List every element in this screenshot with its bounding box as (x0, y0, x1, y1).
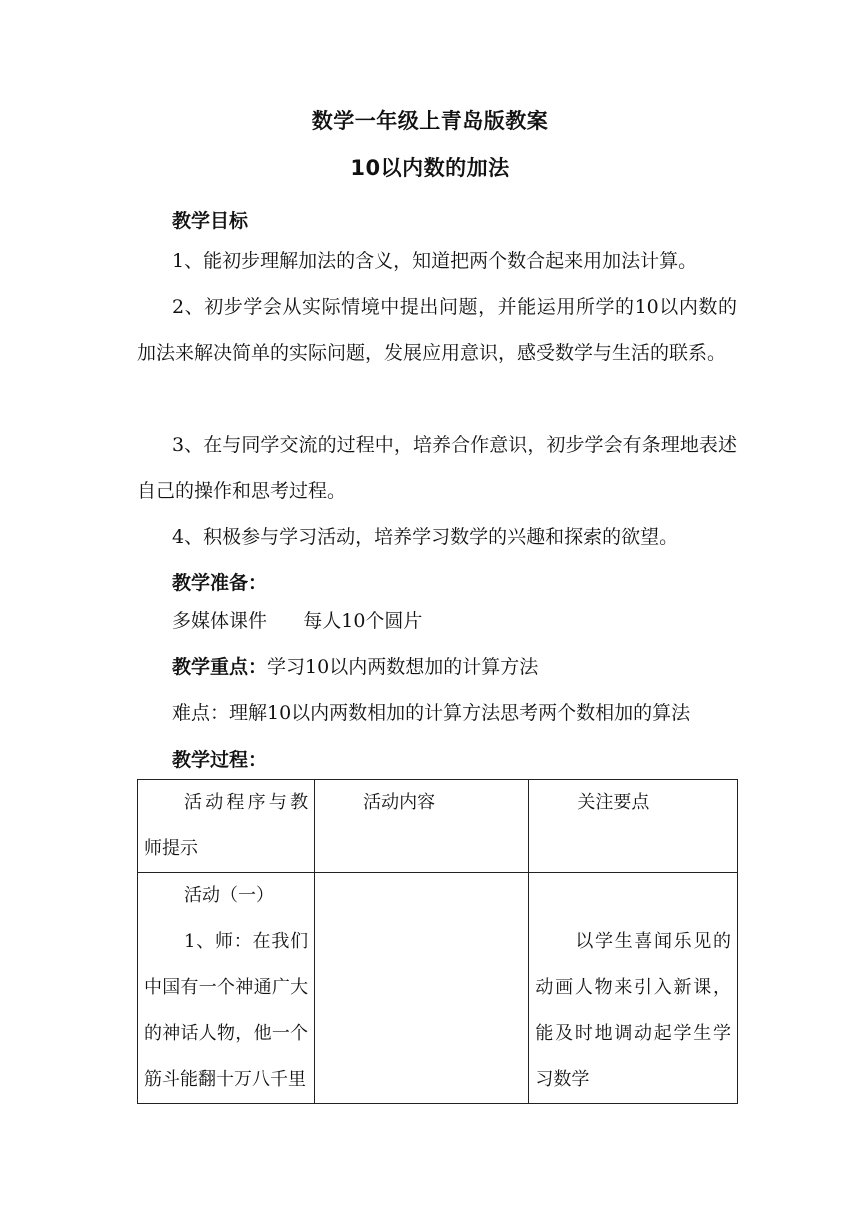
goal-item-4: 4、积极参与学习活动，培养学习数学的兴趣和探索的欲望。 (172, 526, 679, 548)
activity-text: 1、师：在我们中国有一个神通广大的神话人物，他一个筋斗能翻十万八千里 (144, 931, 309, 1090)
difficulty-point: 难点：理解10以内两数相加的计算方法思考两个数相加的算法 (172, 702, 691, 724)
row-cell-focus (529, 873, 738, 1104)
focus-text: 以学生喜闻乐见的动画人物来引入新课，能及时地调动起学生学习数学 (535, 931, 731, 1090)
goal-item-3: 3、在与同学交流的过程中，培养合作意识，初步学会有条理地表述自己的操作和思考过程。 (137, 434, 737, 502)
table-row (138, 873, 738, 1104)
document-subtitle: 10以内数的加法 (350, 156, 510, 180)
table-header-row (138, 780, 738, 873)
header-cell-content: 活动内容 (315, 780, 529, 873)
activity-title: 活动（一） (184, 885, 274, 906)
focus-spacer (535, 873, 731, 919)
goals-heading: 教学目标 (172, 210, 249, 232)
process-table (137, 779, 738, 1104)
document-title: 数学一年级上青岛版教案 (311, 109, 549, 133)
goal-item-2: 2、初步学会从实际情境中提出问题，并能运用所学的10以内数的加法来解决简单的实际问题，发展应用意识，感受数学与生活的联系。 (137, 296, 737, 364)
key-point (172, 644, 742, 690)
goal-item-1: 1、能初步理解加法的含义，知道把两个数合起来用加法计算。 (172, 250, 698, 272)
row-cell-content (315, 873, 529, 1104)
header-cell-procedure: 活动程序与教师提示 (138, 780, 315, 873)
header-cell-focus: 关注要点 (529, 780, 738, 873)
row-cell-procedure (138, 873, 315, 1104)
process-heading: 教学过程： (172, 749, 268, 771)
key-point-text: 学习10以内两数想加的计算方法 (267, 656, 539, 678)
prep-text: 多媒体课件 每人10个圆片 (172, 610, 423, 632)
prep-heading: 教学准备： (172, 572, 268, 594)
key-point-label: 教学重点： (172, 656, 268, 678)
